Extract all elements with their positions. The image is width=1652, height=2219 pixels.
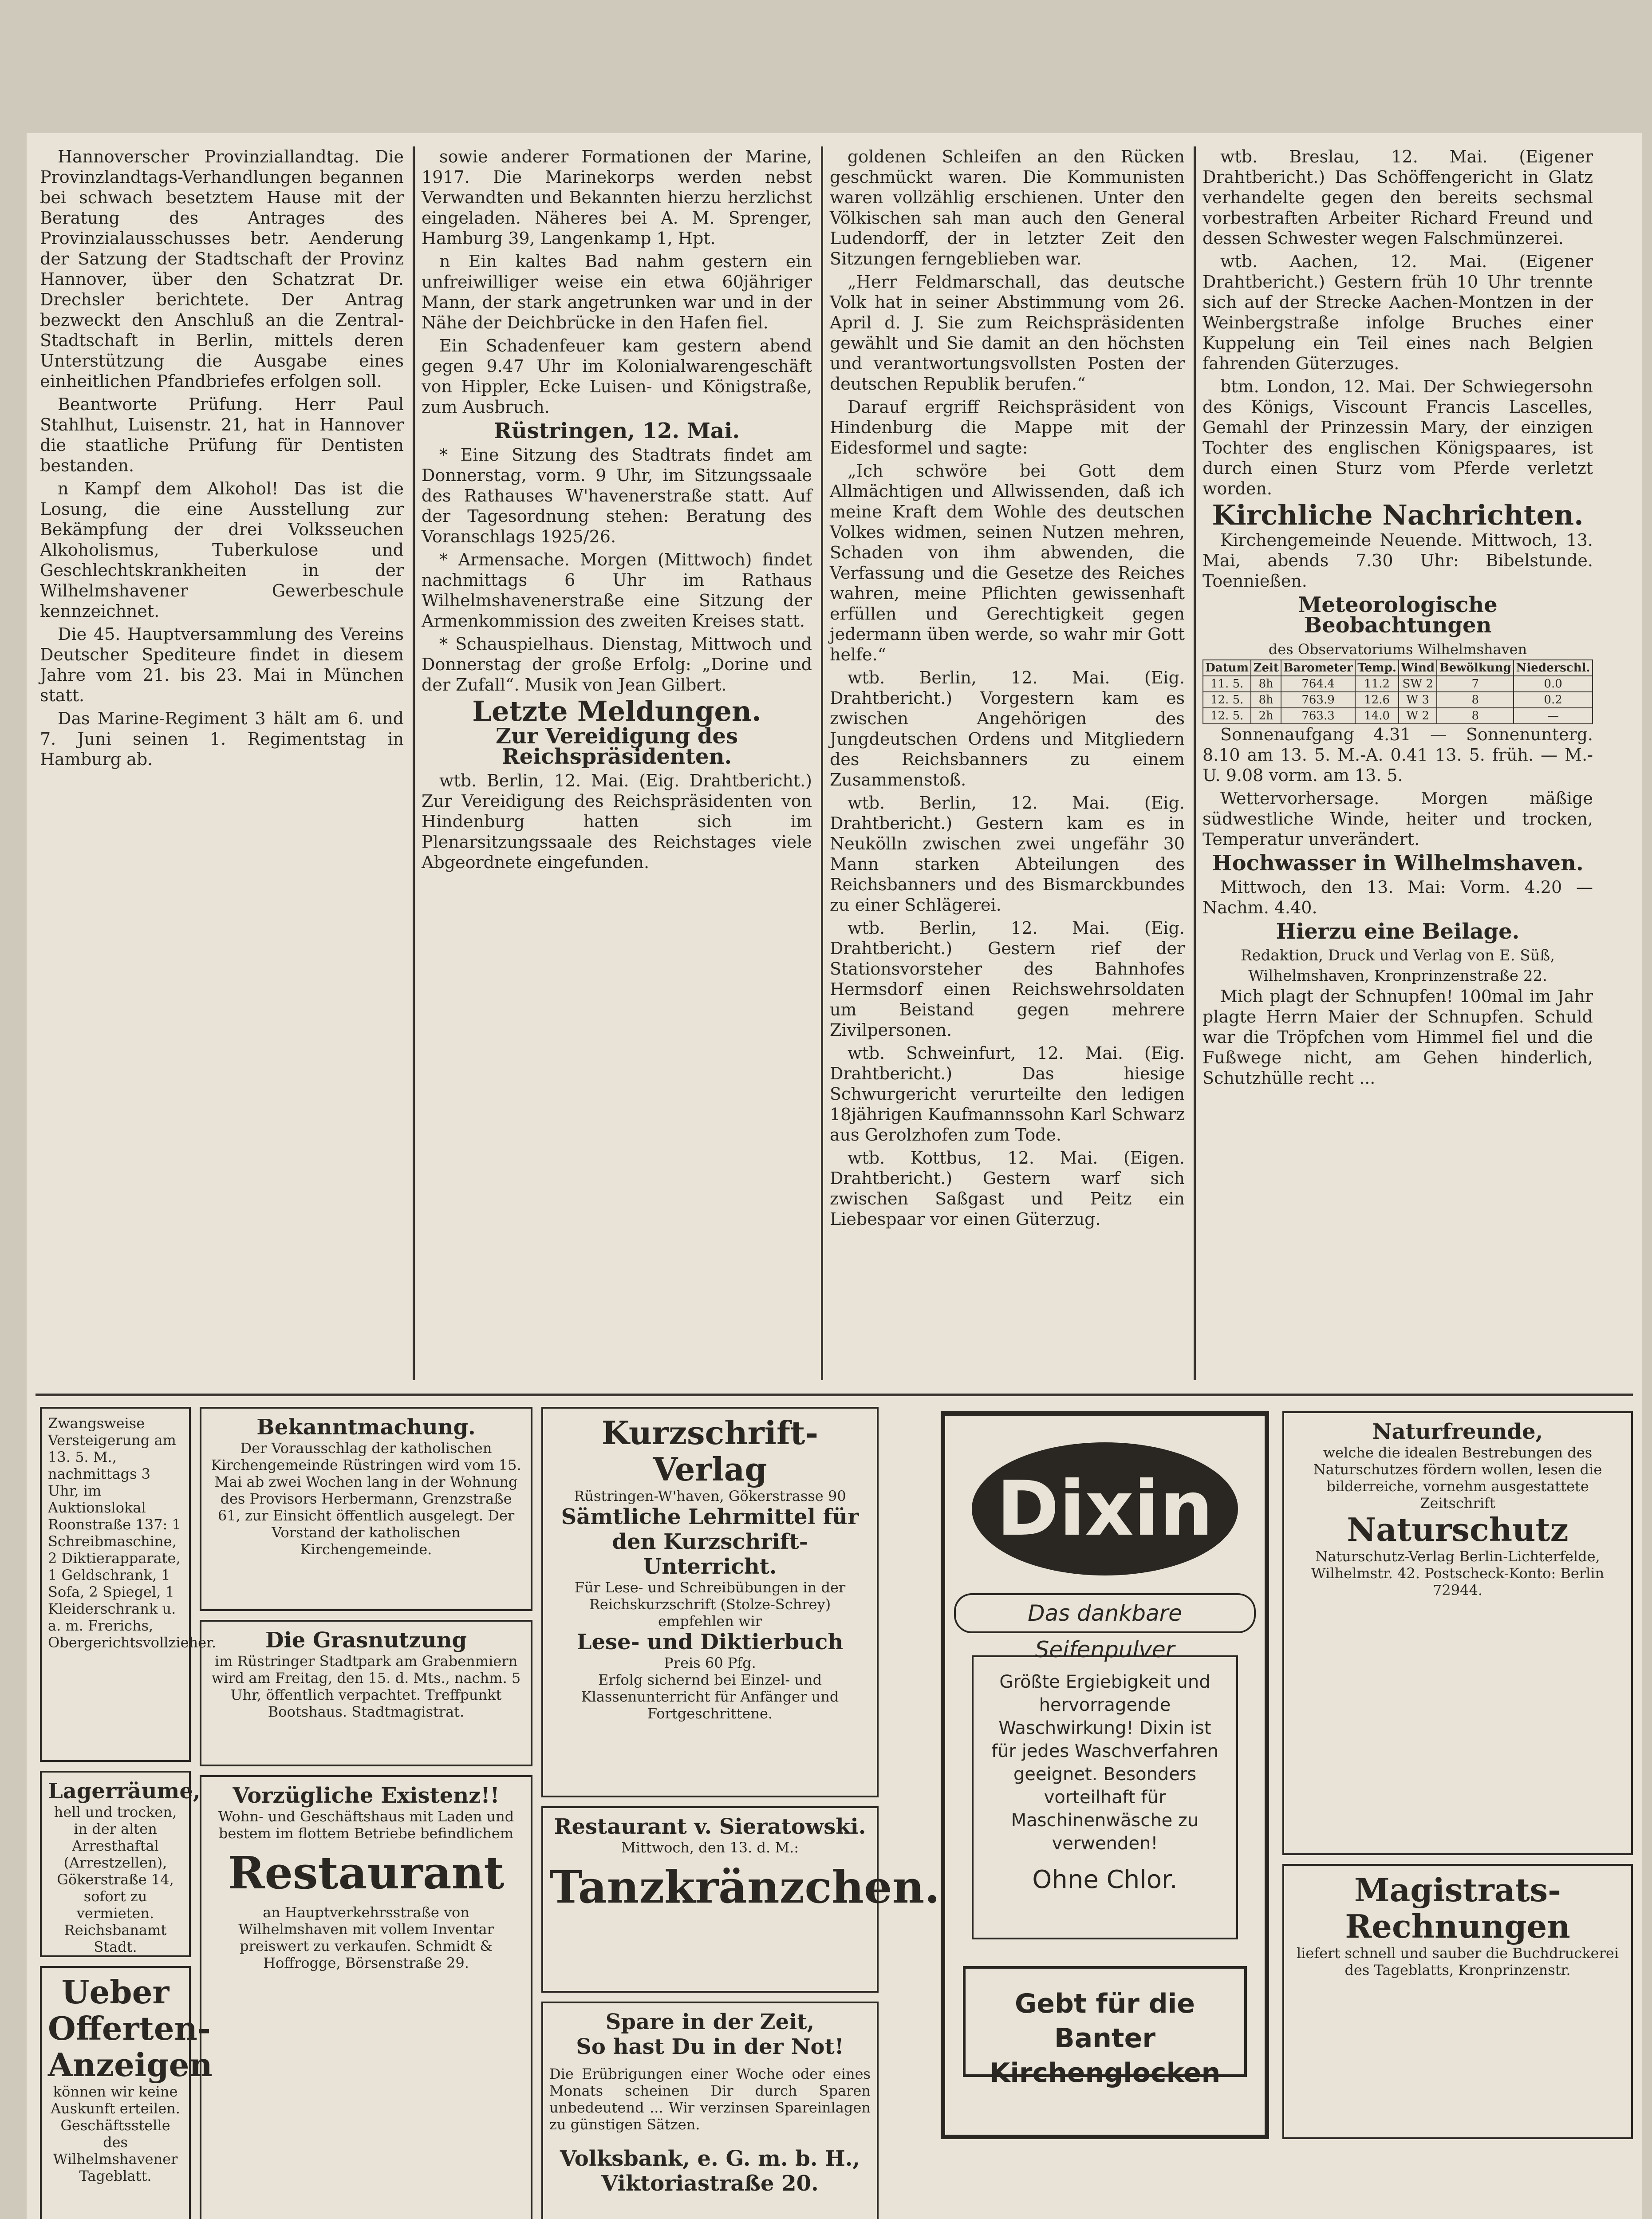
text-hochwasser: Mittwoch, den 13. Mai: Vorm. 4.20 — Nachm. 4.40. bbox=[1203, 877, 1593, 917]
met-cell: 763.9 bbox=[1281, 692, 1355, 708]
text-sun: Sonnenaufgang 4.31 — Sonnenunterg. 8.10 am 13. 5. M.-A. 0.41 13. 5. früh. — M.-U. 9.08 vorm. am 13. 5. bbox=[1203, 725, 1593, 785]
column-2 bbox=[422, 146, 812, 1389]
article-berlin-2: wtb. Berlin, 12. Mai. (Eig. Drahtbericht.) Gestern kam es in Neukölln zwischen zwei ungefähr 30 Mann starken Abteilungen des Reichsbanners und des Bismarckbundes zu einer Schlägerei. bbox=[830, 793, 1185, 915]
dixin-chlor: Ohne Chlor. bbox=[1032, 1865, 1178, 1894]
met-cell: 0.2 bbox=[1514, 692, 1593, 708]
article-armensache: * Armensache. Morgen (Mittwoch) findet nachmittags 6 Uhr im Rathaus Wilhelmshavenerstraße eine Sitzung der Armenkommission des zweiten Kreises statt. bbox=[422, 550, 812, 631]
met-cell: 11. 5. bbox=[1203, 676, 1251, 692]
ad-lager-text: hell und trocken, in der alten Arresthaftal (Arrestzellen), Gökerstraße 14, sofort zu vermieten. Reichsbanamt Stadt. bbox=[54, 1804, 177, 1955]
met-header-cell: Niederschl. bbox=[1514, 660, 1593, 676]
ad-zwangsversteigerung bbox=[40, 1407, 217, 1762]
ad-offerten bbox=[40, 1966, 213, 2219]
column-3 bbox=[830, 146, 1185, 1389]
dateline-ruestringen: Rüstringen, 12. Mai. bbox=[493, 419, 740, 443]
met-header-cell: Wind bbox=[1399, 660, 1437, 676]
article-alkohol: n Kampf dem Alkohol! Das ist die Losung, die eine Ausstellung zur Bekämpfung der drei Volksseuchen Alkoholismus, Tuberkulose und Geschlechtskrankheiten in der Wilhelmshavener Gewerbeschule kennzeichnet. bbox=[40, 479, 404, 621]
ad-lagerraeume bbox=[40, 1771, 201, 1957]
ad-kurz-price: Preis 60 Pfg. bbox=[664, 1654, 756, 1671]
ad-spare-1: Spare in der Zeit, bbox=[605, 2010, 815, 2034]
article-kaltes-bad: n Ein kaltes Bad nahm gestern ein unfreiwilliger weise ein etwa 60jähriger Mann, der stark angetrunken war und in der Nähe der Deichbrücke in den Hafen fiel. bbox=[422, 252, 812, 332]
article-reichstag: goldenen Schleifen an den Rücken geschmückt waren. Die Kommunisten waren vollzählig erschienen. Unter den Völkischen sah man auch den General Ludendorff, der in letzter Zeit den Sitzungen ferngeblieben war. bbox=[830, 147, 1185, 268]
column-divider bbox=[821, 146, 823, 1380]
met-cell: 11.2 bbox=[1355, 676, 1399, 692]
ad-bekanntmachung bbox=[200, 1407, 532, 1611]
met-header-cell: Barometer bbox=[1281, 660, 1355, 676]
ad-banter-kirchenglocken: Gebt für die Banter Kirchenglocken bbox=[963, 1966, 1247, 2077]
heading-meteorologische: Meteorologische Beobachtungen bbox=[1298, 592, 1498, 638]
article-stadtrat: * Eine Sitzung des Stadtrats findet am Donnerstag, vorm. 9 Uhr, im Sitzungssaale des Rathauses W'havenerstraße statt. Auf der Tagesordnung stehen: Beratung des Voranschlags 1925/26. bbox=[422, 445, 812, 546]
met-cell: 763.3 bbox=[1281, 708, 1355, 724]
ad-bekannt-text: Der Vorausschlag der katholischen Kirchengemeinde Rüstringen wird vom 15. Mai ab zwei Wochen lang in der Wohnung des Provisors Herbermann, Grenzstraße 61, zur Einsicht öffentlich ausgelegt. Der Vorstand der katholischen Kirchengemeinde. bbox=[211, 1440, 521, 1558]
article-london: btm. London, 12. Mai. Der Schwiegersohn des Königs, Viscount Francis Lascelles, Gemahl der Prinzessin Mary, der einzigen Tochter des englischen Königspaares, ist durch einen Sturz vom Pferde verletzt worden. bbox=[1203, 377, 1593, 498]
article-berlin-1: wtb. Berlin, 12. Mai. (Eig. Drahtbericht.) Vorgestern kam es zwischen Angehörigen des Jungdeutschen Ordens und Mitgliedern des Reichsbanners zu einem Zusammenstoß. bbox=[830, 668, 1185, 790]
met-row bbox=[1203, 676, 1593, 692]
ad-natur-title: Naturfreunde, bbox=[1372, 1419, 1543, 1444]
article-pruefung: Beantworte Prüfung. Herr Paul Stahlhut, Luisenstr. 21, hat in Hannover die staatliche Prüfung für Dentisten bestanden. bbox=[40, 395, 404, 475]
imprint: Redaktion, Druck und Verlag von E. Süß, Wilhelmshaven, Kronprinzenstraße 22. bbox=[1240, 947, 1555, 985]
ad-sieraf-event: Tanzkränzchen. bbox=[549, 1861, 940, 1913]
ad-zwang-text: Zwangsweise Versteigerung am 13. 5. M., nachmittags 3 Uhr, im Auktionslokal Roonstraße 137: 1 Schreibmaschine, 2 Diktierapparate, 1 Geldschrank, 1 Sofa, 2 Spiegel, 1 Kleiderschrank u. a. m. Frerichs, Obergerichtsvollzieher. bbox=[48, 1415, 217, 1651]
ad-magistrats-rechnungen bbox=[1282, 1864, 1633, 2139]
column-1 bbox=[40, 146, 404, 1389]
article-schweinfurt: wtb. Schweinfurt, 12. Mai. (Eig. Drahtbericht.) Das hiesige Schwurgericht verurteilte den ledigen 18jährigen Kaufmannssohn Karl Schwarz aus Gerolzhofen zum Tode. bbox=[830, 1043, 1185, 1145]
article-aachen: wtb. Aachen, 12. Mai. (Eigener Drahtbericht.) Gestern früh 10 Uhr trennte sich auf der Strecke Aachen-Montzen in der Weinbergstraße infolge Bruches einer Kuppelung ein Teil eines nach Belgien fahrenden Güterzuges. bbox=[1203, 252, 1593, 373]
article-schauspielhaus: * Schauspielhaus. Dienstag, Mittwoch und Donnerstag der große Erfolg: „Dorine und der Zufall“. Musik von Jean Gilbert. bbox=[422, 634, 812, 695]
ad-offerten-title: Ueber Offerten-Anzeigen bbox=[48, 1973, 213, 2084]
heading-hochwasser: Hochwasser in Wilhelmshaven. bbox=[1212, 851, 1584, 876]
met-row bbox=[1203, 708, 1593, 724]
met-row bbox=[1203, 692, 1593, 708]
heading-letzte-meldungen: Letzte Meldungen. bbox=[472, 695, 761, 727]
dixin-copy: Größte Ergiebigkeit und hervorragende Waschwirkung! Dixin ist für jedes Waschverfahren geeignet. Besonders vorteilhaft für Maschinenwäsche zu verwenden! bbox=[991, 1672, 1218, 1854]
dixin-logo: Dixin bbox=[972, 1442, 1238, 1575]
heading-kirchliche: Kirchliche Nachrichten. bbox=[1212, 499, 1584, 531]
ad-existenz-title: Vorzügliche Existenz!! bbox=[233, 1783, 500, 1808]
article-vereidigung: wtb. Berlin, 12. Mai. (Eig. Drahtbericht.) Zur Vereidigung des Reichspräsidenten von Hindenburg hatten sich im Plenarsitzungssaale des Reichstages viele Abgeordnete eingefunden. bbox=[422, 771, 812, 872]
met-cell: 12. 5. bbox=[1203, 692, 1251, 708]
met-cell: 14.0 bbox=[1355, 708, 1399, 724]
ad-spare-text: Die Erübrigungen einer Woche oder eines Monats scheinen Dir durch Sparen unbedeutend ... Wir verzinsen Spareinlagen zu günstigen Sätzen. bbox=[549, 2065, 871, 2133]
met-cell: 8 bbox=[1437, 692, 1514, 708]
met-cell: 764.4 bbox=[1281, 676, 1355, 692]
met-cell: 8h bbox=[1251, 692, 1281, 708]
met-subtitle: des Observatoriums Wilhelmshaven bbox=[1268, 641, 1527, 658]
article-berlin-3: wtb. Berlin, 12. Mai. (Eig. Drahtbericht.) Gestern rief der Stationsvorsteher des Bahnhofes Hermsdorf einen Reichswehrsoldaten um Beistand gegen mehrere Zivilpersonen. bbox=[830, 918, 1185, 1040]
met-cell: SW 2 bbox=[1399, 676, 1437, 692]
ad-kurz-title: Kurzschrift-Verlag bbox=[601, 1414, 819, 1488]
article-schnupfen: Mich plagt der Schnupfen! 100mal im Jahr plagte Herrn Maier der Schnupfen. Schuld war die Tröpfchen vom Himmel fiel und die Fußwege nicht, am Gehen hinderlich, Schutzhülle recht ... bbox=[1203, 987, 1593, 1088]
subheading-vereidigung: Zur Vereidigung des Reichspräsidenten. bbox=[496, 724, 738, 769]
ad-magi-text: liefert schnell und sauber die Buchdruckerei des Tageblatts, Kronprinzenstr. bbox=[1296, 1945, 1619, 1978]
met-header-cell: Temp. bbox=[1355, 660, 1399, 676]
ad-offerten-text: können wir keine Auskunft erteilen. Geschäftsstelle des Wilhelmshavener Tageblatt. bbox=[51, 2083, 180, 2184]
article-kottbus: wtb. Kottbus, 12. Mai. (Eigen. Drahtbericht.) Gestern warf sich zwischen Saßgast und Peitz ein Liebespaar vor einen Güterzug. bbox=[830, 1148, 1185, 1229]
met-cell: 7 bbox=[1437, 676, 1514, 692]
column-4 bbox=[1203, 146, 1593, 1389]
met-header-cell: Datum bbox=[1203, 660, 1251, 676]
ad-volksbank bbox=[541, 2002, 879, 2219]
article-marine-regiment: Das Marine-Regiment 3 hält am 6. und 7. Juni seinen 1. Regimentstag in Hamburg ab. bbox=[40, 709, 404, 769]
article-breslau: wtb. Breslau, 12. Mai. (Eigener Drahtbericht.) Das Schöffengericht in Glatz verhandelte gegen den bereits sechsmal vorbestraften Arbeiter Richard Freund und dessen Schwester wegen Falschmünzerei. bbox=[1203, 147, 1593, 248]
ad-grasnutzung bbox=[200, 1620, 532, 1766]
ad-kurz-sub: Sämtliche Lehrmittel für den Kurzschrift-Unterricht. bbox=[561, 1504, 859, 1579]
ad-kurz-text: Für Lese- und Schreibübungen in der Reichskurzschrift (Stolze-Schrey) empfehlen wir bbox=[574, 1579, 846, 1630]
met-cell: 0.0 bbox=[1514, 676, 1593, 692]
met-cell: W 3 bbox=[1399, 692, 1437, 708]
ad-existenz bbox=[200, 1775, 532, 2219]
ad-sieraf-date: Mittwoch, den 13. d. M.: bbox=[621, 1839, 799, 1856]
ad-magi-title: Magistrats-Rechnungen bbox=[1345, 1871, 1570, 1945]
ad-lager-title: Lagerräume, bbox=[48, 1779, 201, 1804]
newspaper-page bbox=[27, 133, 1642, 2219]
met-header-cell: Zeit bbox=[1251, 660, 1281, 676]
column-divider bbox=[413, 146, 415, 1380]
article-spediteure: Die 45. Hauptversammlung des Vereins Deutscher Spediteure findet in diesem Jahre vom 21. bis 23. Mai in München statt. bbox=[40, 624, 404, 705]
ad-existenz-text: Wohn- und Geschäftshaus mit Laden und bestem im flottem Betriebe befindlichem bbox=[218, 1808, 514, 1842]
ad-sieraf-title: Restaurant v. Sieratowski. bbox=[554, 1814, 866, 1839]
column-divider bbox=[1194, 146, 1196, 1380]
met-cell: 12. 5. bbox=[1203, 708, 1251, 724]
ad-naturschutz bbox=[1282, 1411, 1633, 1855]
article-schadenfeuer: Ein Schadenfeuer kam gestern abend gegen 9.47 Uhr im Kolonialwarengeschäft von Hippler, Ecke Luisen- und Königstraße, zum Ausbruch. bbox=[422, 336, 812, 417]
ad-gras-title: Die Grasnutzung bbox=[265, 1628, 467, 1653]
article-eid: „Ich schwöre bei Gott dem Allmächtigen und Allwissenden, daß ich meine Kraft dem Wohle des deutschen Volkes widmen, seinen Nutzen mehren, Schaden von ihm abwenden, die Verfassung und die Gesetze des Reiches wahren, meine Pflichten gewissenhaft erfüllen und Gerechtigkeit gegen jedermann üben werde, so wahr mir Gott helfe.“ bbox=[830, 461, 1185, 664]
ad-kurz-addr: Rüstringen-W'haven, Gökerstrasse 90 bbox=[574, 1488, 846, 1504]
ad-kurz-book: Lese- und Diktierbuch bbox=[576, 1630, 844, 1654]
ad-restaurant-title: Restaurant bbox=[228, 1847, 505, 1899]
article-eidesformel-intro: Darauf ergriff Reichspräsident von Hindenburg die Mappe mit der Eidesformel und sagte: bbox=[830, 397, 1185, 458]
section-divider bbox=[35, 1394, 1633, 1396]
ad-restaurant-text: an Hauptverkehrsstraße von Wilhelmshaven mit vollem Inventar preiswert zu verkaufen. Schmidt & Hoffrogge, Börsenstraße 29. bbox=[238, 1904, 494, 1971]
supplement-note: Hierzu eine Beilage. bbox=[1276, 919, 1520, 944]
ad-natur-text: welche die idealen Bestrebungen des Naturschutzes fördern wollen, lesen die bilderreiche, vornehm ausgestattete Zeitschrift bbox=[1313, 1444, 1602, 1512]
met-table bbox=[1203, 659, 1593, 724]
ad-gras-text: im Rüstringer Stadtpark am Grabenmiern wird am Freitag, den 15. d. Mts., nachm. 5 Uhr, öffentlich verpachtet. Treffpunkt Bootshaus. Stadtmagistrat. bbox=[211, 1653, 521, 1720]
dixin-slogan: Das dankbare Seifenpulver bbox=[954, 1593, 1256, 1633]
ad-volksbank-name: Volksbank, e. G. m. b. H., Viktoriastraße 20. bbox=[560, 2146, 860, 2196]
met-header-cell: Bewölkung bbox=[1437, 660, 1514, 676]
article-marine: sowie anderer Formationen der Marine, 1917. Die Marinekorps werden nebst Verwandten und Bekannten hierzu herzlichst eingeladen. Näheres bei A. M. Sprenger, Hamburg 39, Langenkamp 1, Hpt. bbox=[422, 147, 812, 248]
ad-kurz-foot: Erfolg sichernd bei Einzel- und Klassenunterricht für Anfänger und Fortgeschrittene. bbox=[581, 1671, 839, 1722]
met-cell: 8 bbox=[1437, 708, 1514, 724]
dixin-copy-box bbox=[972, 1655, 1238, 1939]
ad-dixin bbox=[941, 1411, 1269, 2139]
ad-sieratowski bbox=[541, 1806, 940, 1993]
met-cell: — bbox=[1514, 708, 1593, 724]
met-cell: W 2 bbox=[1399, 708, 1437, 724]
met-cell: 2h bbox=[1251, 708, 1281, 724]
text-weather: Wettervorhersage. Morgen mäßige südwestliche Winde, heiter und trocken, Temperatur unverändert. bbox=[1203, 789, 1593, 849]
ad-kurzschrift bbox=[541, 1407, 879, 1797]
met-cell: 12.6 bbox=[1355, 692, 1399, 708]
ad-bekannt-title: Bekanntmachung. bbox=[256, 1415, 476, 1440]
ad-spare-2: So hast Du in der Not! bbox=[576, 2034, 844, 2059]
ad-natur-name: Naturschutz bbox=[1347, 1511, 1569, 1548]
ad-natur-verlag: Naturschutz-Verlag Berlin-Lichterfelde, Wilhelmstr. 42. Postscheck-Konto: Berlin 72944. bbox=[1311, 1548, 1605, 1599]
met-cell: 8h bbox=[1251, 676, 1281, 692]
text-kirchliche: Kirchengemeinde Neuende. Mittwoch, 13. Mai, abends 7.30 Uhr: Bibelstunde. Toennießen. bbox=[1203, 530, 1593, 591]
article-feldmarschall: „Herr Feldmarschall, das deutsche Volk hat in seiner Abstimmung vom 26. April d. J. Sie zum Reichspräsidenten gewählt und Sie damit an den höchsten und verantwortungsvollsten Posten der deutschen Republik berufen.“ bbox=[830, 272, 1185, 394]
article-provinziallandtag: Hannoverscher Provinziallandtag. Die Provinzlandtags-Verhandlungen begannen bei schwach besetztem Hause mit der Beratung des Antrages des Provinzialausschusses betr. Aenderung der Satzung der Stadtschaft der Provinz Hannover, über den Schatzrat Dr. Drechsler berichtete. Der Antrag bezweckt den Anschluß an die Zentral-Stadtschaft in Berlin, mittels deren Unterstützung die Ausgabe eines einheitlichen Pfandbriefes erfolgen soll. bbox=[40, 147, 404, 391]
